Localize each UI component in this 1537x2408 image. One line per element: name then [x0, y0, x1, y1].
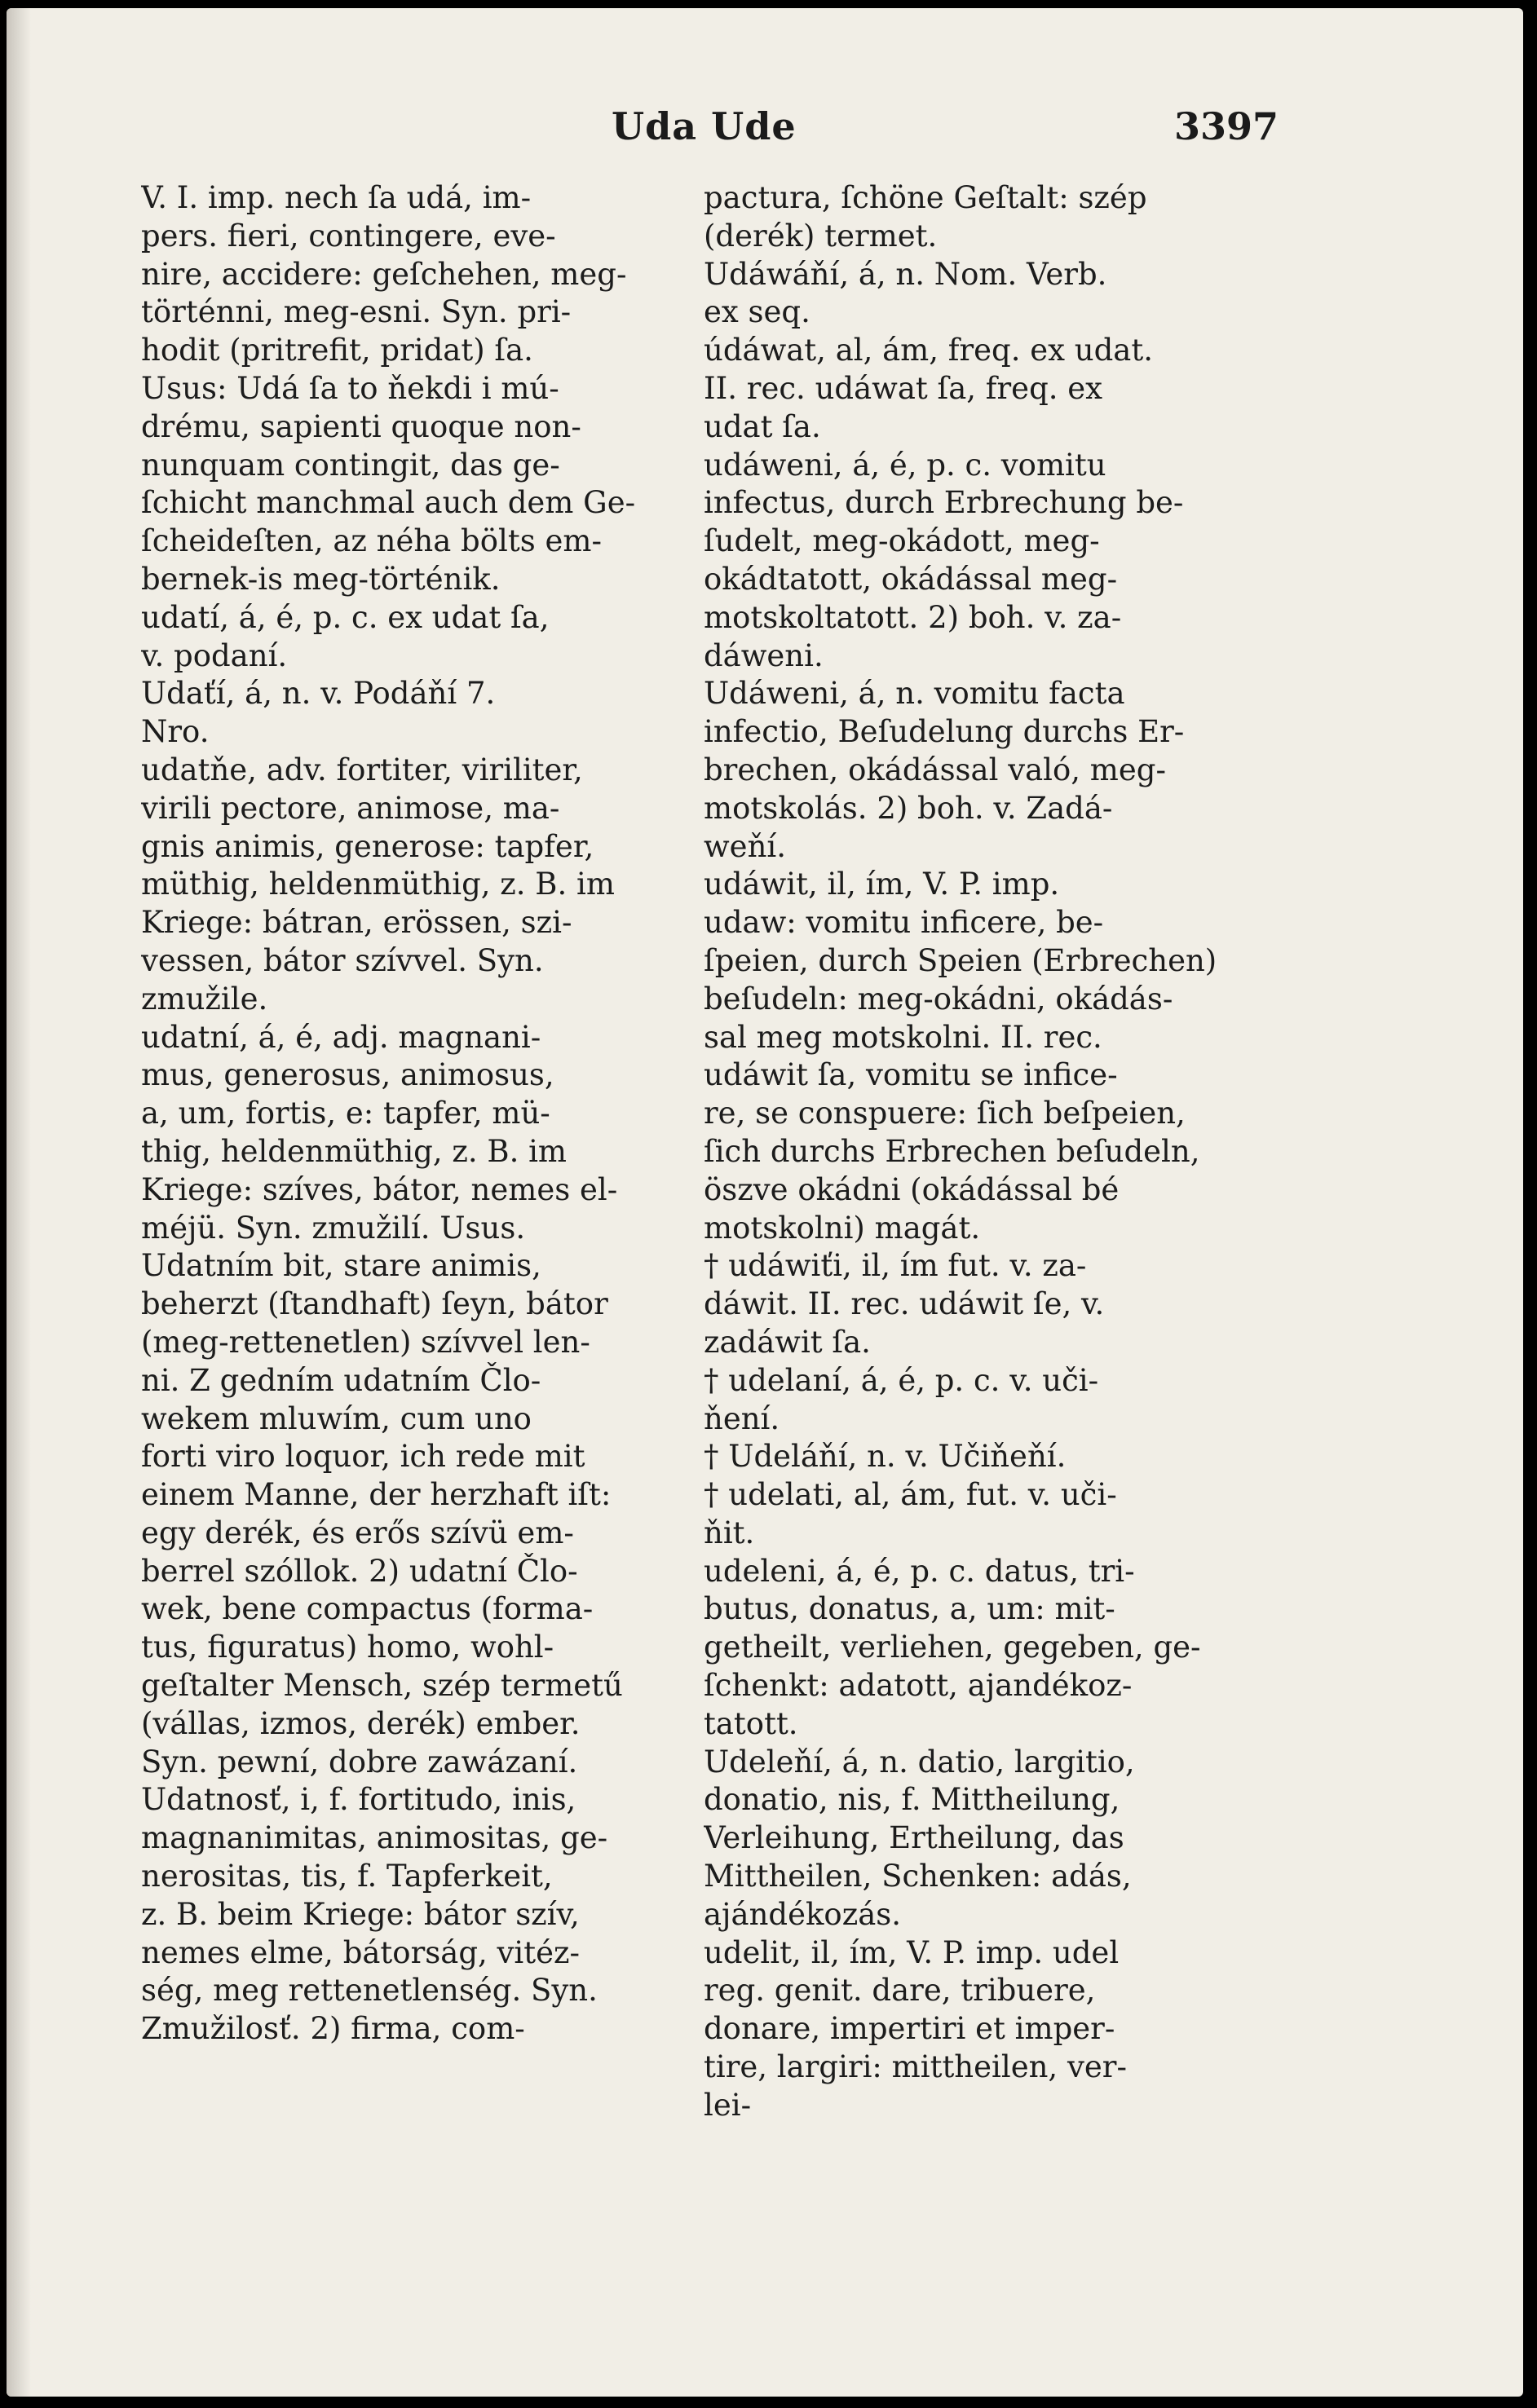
text-line: Udáweni, á, n. vomitu facta [704, 676, 1125, 712]
text-line: Udeleňí, á, n. datio, largitio, [704, 1744, 1135, 1780]
text-line: einem Manne, der herzhaft iſt: [141, 1477, 612, 1513]
text-line: † udelati, al, ám, fut. v. uči- [704, 1477, 1117, 1513]
text-line: Udatním bit, stare animis, [141, 1248, 541, 1284]
text-line: udeleni, á, é, p. c. datus, tri- [704, 1553, 1135, 1589]
right-column [704, 179, 1323, 2125]
text-line: údáwat, al, ám, freq. ex udat. [704, 333, 1153, 368]
text-line: ſich durchs Erbrechen beſudeln, [704, 1133, 1200, 1169]
text-line: II. rec. udáwat ſa, freq. ex [704, 370, 1103, 406]
text-line: mus, generosus, animosus, [141, 1057, 554, 1093]
text-line: magnanimitas, animositas, ge- [141, 1820, 608, 1856]
text-line: donatio, nis, f. Mittheilung, [704, 1782, 1120, 1818]
text-line: berrel szóllok. 2) udatní Člo- [141, 1553, 578, 1589]
text-line: re, se conspuere: ſich beſpeien, [704, 1096, 1186, 1131]
text-line: Nro. [141, 714, 210, 750]
running-head: Uda Ude [612, 104, 797, 148]
text-line: tire, largiri: mittheilen, ver- [704, 2049, 1127, 2085]
text-line: thig, heldenmüthig, z. B. im [141, 1133, 568, 1169]
text-line: okádtatott, okádással meg- [704, 561, 1118, 597]
text-line: infectio, Beſudelung durchs Er- [704, 714, 1185, 750]
text-line: lei- [704, 2087, 752, 2123]
dictionary-page [7, 8, 1523, 2397]
text-line: öszve okádni (okádással bé [704, 1171, 1120, 1207]
text-line: motskolni) magát. [704, 1210, 981, 1246]
page-header [7, 104, 1523, 153]
text-line: nemes elme, bátorság, vitéz- [141, 1934, 581, 1970]
text-line: drému, sapienti quoque non- [141, 408, 581, 444]
text-line: (meg-rettenetlen) szívvel len- [141, 1324, 590, 1360]
text-line: wek, bene compactus (forma- [141, 1591, 594, 1627]
text-line: butus, donatus, a, um: mit- [704, 1591, 1115, 1627]
left-column [141, 179, 761, 2049]
text-line: ex seq. [704, 294, 810, 330]
text-line: történni, meg-esni. Syn. pri- [141, 294, 572, 330]
text-line: Syn. pewní, dobre zawázaní. [141, 1744, 578, 1780]
text-line: ſchicht manchmal auch dem Ge- [141, 485, 636, 521]
text-line: müthig, heldenmüthig, z. B. im [141, 867, 615, 902]
text-line: dáwit. II. rec. udáwit ſe, v. [704, 1286, 1105, 1322]
text-line: motskoltatott. 2) boh. v. za- [704, 599, 1122, 635]
text-line: brechen, okádással való, meg- [704, 752, 1166, 787]
text-line: udáwit ſa, vomitu se infice- [704, 1057, 1118, 1093]
text-line: Mittheilen, Schenken: adás, [704, 1859, 1132, 1894]
text-line: udaw: vomitu inficere, be- [704, 905, 1104, 941]
text-line: tatott. [704, 1705, 798, 1741]
page-number: 3397 [1174, 104, 1279, 148]
text-line: udat ſa. [704, 408, 821, 444]
text-line: zmužile. [141, 981, 268, 1017]
text-line: udáwit, il, ím, V. P. imp. [704, 867, 1060, 902]
text-line: † udelaní, á, é, p. c. v. uči- [704, 1362, 1099, 1398]
text-line: bernek-is meg-történik. [141, 561, 501, 597]
text-line: virili pectore, animose, ma- [141, 790, 560, 826]
text-line: udatňe, adv. fortiter, viriliter, [141, 752, 583, 787]
text-line: ség, meg rettenetlenség. Syn. [141, 1973, 598, 2009]
text-line: hodit (pritrefit, pridat) ſa. [141, 333, 533, 368]
text-line: méjü. Syn. zmužilí. Usus. [141, 1210, 526, 1246]
text-line: (vállas, izmos, derék) ember. [141, 1705, 581, 1741]
text-line: udatí, á, é, p. c. ex udat ſa, [141, 599, 550, 635]
text-line: † udáwiťi, il, ím fut. v. za- [704, 1248, 1087, 1284]
text-line: V. I. imp. nech ſa udá, im- [141, 180, 532, 215]
text-line: z. B. beim Kriege: bátor szív, [141, 1896, 580, 1932]
text-line: ſudelt, meg-okádott, meg- [704, 523, 1100, 559]
text-line: gnis animis, generose: tapfer, [141, 828, 594, 864]
text-line: Udatnosť, i, f. fortitudo, inis, [141, 1782, 576, 1818]
text-line: egy derék, és erős szívü em- [141, 1515, 574, 1550]
text-line: ſcheideſten, az néha bölts em- [141, 523, 602, 559]
text-line: nunquam contingit, das ge- [141, 447, 560, 483]
text-line: ſpeien, durch Speien (Erbrechen) [704, 942, 1217, 978]
text-line: udatní, á, é, adj. magnani- [141, 1019, 541, 1055]
text-line: a, um, fortis, e: tapfer, mü- [141, 1096, 550, 1131]
text-line: wekem mluwím, cum uno [141, 1400, 532, 1436]
text-line: v. podaní. [141, 637, 288, 673]
text-line: ňení. [704, 1400, 780, 1436]
text-line: weňí. [704, 828, 786, 864]
page-edge-shadow [7, 8, 31, 2397]
text-line: zadáwit ſa. [704, 1324, 871, 1360]
text-line: Verleihung, Ertheilung, das [704, 1820, 1124, 1856]
text-line: Udaťí, á, n. v. Podáňí 7. [141, 676, 496, 712]
text-line: pers. fieri, contingere, eve- [141, 218, 556, 254]
text-line: Usus: Udá ſa to ňekdi i mú- [141, 370, 559, 406]
text-line: tus, figuratus) homo, wohl- [141, 1630, 554, 1665]
text-line: ňit. [704, 1515, 755, 1550]
text-line: reg. genit. dare, tribuere, [704, 1973, 1096, 2009]
text-line: infectus, durch Erbrechung be- [704, 485, 1184, 521]
text-line: nire, accidere: geſchehen, meg- [141, 256, 627, 292]
text-line: Zmužilosť. 2) firma, com- [141, 2011, 525, 2047]
text-line: ni. Z gedním udatním Člo- [141, 1362, 541, 1398]
text-line: udelit, il, ím, V. P. imp. udel [704, 1934, 1120, 1970]
text-line: Udáwáňí, á, n. Nom. Verb. [704, 256, 1107, 292]
text-line: beſudeln: meg-okádni, okádás- [704, 981, 1173, 1017]
text-line: beherzt (ſtandhaft) ſeyn, bátor [141, 1286, 608, 1322]
text-line: nerositas, tis, f. Tapferkeit, [141, 1859, 553, 1894]
text-line: † Udeláňí, n. v. Učiňeňí. [704, 1439, 1067, 1475]
text-line: getheilt, verliehen, gegeben, ge- [704, 1630, 1201, 1665]
text-line: motskolás. 2) boh. v. Zadá- [704, 790, 1113, 826]
text-line: dáweni. [704, 637, 824, 673]
text-line: (derék) termet. [704, 218, 938, 254]
text-line: sal meg motskolni. II. rec. [704, 1019, 1102, 1055]
text-line: udáweni, á, é, p. c. vomitu [704, 447, 1106, 483]
text-line: vessen, bátor szívvel. Syn. [141, 942, 544, 978]
text-line: ſchenkt: adatott, ajandékoz- [704, 1668, 1133, 1704]
text-line: Kriege: szíves, bátor, nemes el- [141, 1171, 618, 1207]
text-line: geſtalter Mensch, szép termetű [141, 1668, 623, 1704]
text-line: ajándékozás. [704, 1896, 901, 1932]
text-line: Kriege: bátran, erössen, szi- [141, 905, 572, 941]
text-line: donare, impertiri et imper- [704, 2011, 1115, 2047]
text-line: pactura, ſchöne Geſtalt: szép [704, 180, 1147, 215]
text-line: forti viro loquor, ich rede mit [141, 1439, 585, 1475]
